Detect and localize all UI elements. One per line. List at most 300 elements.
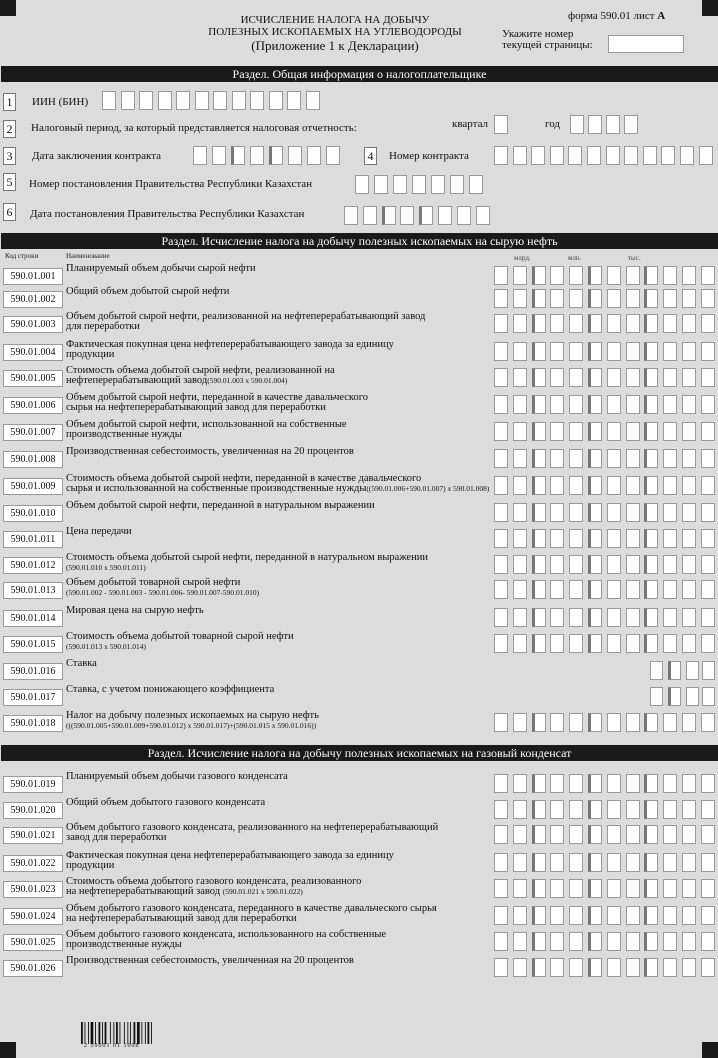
amount-digit-box[interactable]	[607, 449, 621, 468]
amount-digit-box[interactable]	[607, 368, 621, 387]
amount-digit-box[interactable]	[494, 879, 508, 898]
amount-digit-box[interactable]	[550, 289, 564, 308]
amount-digit-box[interactable]	[569, 314, 583, 333]
amount-digit-box[interactable]	[626, 342, 640, 361]
amount-digit-box[interactable]	[569, 395, 583, 414]
resolution-date-box[interactable]	[344, 206, 358, 225]
amount-digit-box[interactable]	[663, 476, 677, 495]
amount-digit-box[interactable]	[588, 906, 602, 925]
amount-digit-box[interactable]	[701, 800, 715, 819]
amount-digit-box[interactable]	[626, 825, 640, 844]
amount-digit-box[interactable]	[494, 932, 508, 951]
amount-digit-box[interactable]	[494, 713, 508, 732]
amount-digit-box[interactable]	[607, 289, 621, 308]
amount-digit-box[interactable]	[588, 555, 602, 574]
amount-digit-box[interactable]	[588, 774, 602, 793]
amount-digit-box[interactable]	[682, 289, 696, 308]
amount-digit-box[interactable]	[701, 449, 715, 468]
amount-digit-box[interactable]	[532, 713, 546, 732]
amount-digit-box[interactable]	[607, 266, 621, 285]
amount-digit-box[interactable]	[626, 713, 640, 732]
iin-digit-box[interactable]	[250, 91, 264, 110]
amount-digit-box[interactable]	[663, 529, 677, 548]
amount-digit-box[interactable]	[532, 476, 546, 495]
amount-digit-box[interactable]	[550, 449, 564, 468]
amount-digit-box[interactable]	[513, 368, 527, 387]
amount-digit-box[interactable]	[626, 289, 640, 308]
amount-digit-box[interactable]	[663, 314, 677, 333]
amount-digit-box[interactable]	[532, 503, 546, 522]
amount-digit-box[interactable]	[644, 580, 658, 599]
amount-digit-box[interactable]	[701, 314, 715, 333]
iin-digit-box[interactable]	[213, 91, 227, 110]
amount-digit-box[interactable]	[682, 342, 696, 361]
amount-digit-box[interactable]	[626, 774, 640, 793]
amount-digit-box[interactable]	[569, 555, 583, 574]
amount-digit-box[interactable]	[569, 906, 583, 925]
amount-digit-box[interactable]	[663, 906, 677, 925]
amount-digit-box[interactable]	[550, 608, 564, 627]
amount-digit-box[interactable]	[588, 580, 602, 599]
amount-digit-box[interactable]	[663, 368, 677, 387]
amount-digit-box[interactable]	[663, 289, 677, 308]
amount-digit-box[interactable]	[588, 395, 602, 414]
amount-digit-box[interactable]	[607, 958, 621, 977]
rate-digit-box[interactable]	[686, 687, 699, 706]
amount-digit-box[interactable]	[644, 932, 658, 951]
contract-number-box[interactable]	[624, 146, 638, 165]
amount-digit-box[interactable]	[701, 580, 715, 599]
amount-digit-box[interactable]	[701, 266, 715, 285]
amount-digit-box[interactable]	[494, 800, 508, 819]
amount-digit-box[interactable]	[588, 368, 602, 387]
amount-digit-box[interactable]	[532, 266, 546, 285]
amount-digit-box[interactable]	[513, 422, 527, 441]
amount-digit-box[interactable]	[550, 853, 564, 872]
amount-digit-box[interactable]	[550, 879, 564, 898]
amount-digit-box[interactable]	[588, 634, 602, 653]
amount-digit-box[interactable]	[644, 825, 658, 844]
amount-digit-box[interactable]	[532, 958, 546, 977]
iin-digit-box[interactable]	[195, 91, 209, 110]
amount-digit-box[interactable]	[550, 395, 564, 414]
year-digit-box[interactable]	[624, 115, 638, 134]
contract-date-box[interactable]	[193, 146, 207, 165]
amount-digit-box[interactable]	[701, 503, 715, 522]
amount-digit-box[interactable]	[701, 555, 715, 574]
amount-digit-box[interactable]	[569, 266, 583, 285]
amount-digit-box[interactable]	[701, 853, 715, 872]
amount-digit-box[interactable]	[532, 853, 546, 872]
amount-digit-box[interactable]	[588, 503, 602, 522]
amount-digit-box[interactable]	[494, 853, 508, 872]
amount-digit-box[interactable]	[626, 634, 640, 653]
amount-digit-box[interactable]	[513, 529, 527, 548]
amount-digit-box[interactable]	[569, 529, 583, 548]
amount-digit-box[interactable]	[644, 476, 658, 495]
amount-digit-box[interactable]	[588, 529, 602, 548]
amount-digit-box[interactable]	[569, 958, 583, 977]
amount-digit-box[interactable]	[513, 580, 527, 599]
amount-digit-box[interactable]	[550, 476, 564, 495]
amount-digit-box[interactable]	[550, 555, 564, 574]
amount-digit-box[interactable]	[494, 958, 508, 977]
amount-digit-box[interactable]	[682, 422, 696, 441]
amount-digit-box[interactable]	[607, 853, 621, 872]
amount-digit-box[interactable]	[607, 825, 621, 844]
amount-digit-box[interactable]	[494, 825, 508, 844]
contract-number-box[interactable]	[494, 146, 508, 165]
amount-digit-box[interactable]	[701, 476, 715, 495]
iin-digit-box[interactable]	[158, 91, 172, 110]
amount-digit-box[interactable]	[532, 555, 546, 574]
amount-digit-box[interactable]	[532, 800, 546, 819]
amount-digit-box[interactable]	[682, 879, 696, 898]
amount-digit-box[interactable]	[626, 932, 640, 951]
amount-digit-box[interactable]	[607, 342, 621, 361]
contract-date-box[interactable]	[231, 146, 245, 165]
amount-digit-box[interactable]	[588, 853, 602, 872]
amount-digit-box[interactable]	[663, 634, 677, 653]
resolution-number-box[interactable]	[393, 175, 407, 194]
amount-digit-box[interactable]	[682, 634, 696, 653]
amount-digit-box[interactable]	[607, 879, 621, 898]
amount-digit-box[interactable]	[532, 314, 546, 333]
amount-digit-box[interactable]	[701, 879, 715, 898]
amount-digit-box[interactable]	[569, 503, 583, 522]
contract-number-box[interactable]	[680, 146, 694, 165]
iin-digit-box[interactable]	[232, 91, 246, 110]
amount-digit-box[interactable]	[588, 314, 602, 333]
amount-digit-box[interactable]	[644, 395, 658, 414]
amount-digit-box[interactable]	[626, 853, 640, 872]
amount-digit-box[interactable]	[588, 825, 602, 844]
amount-digit-box[interactable]	[682, 395, 696, 414]
amount-digit-box[interactable]	[569, 476, 583, 495]
amount-digit-box[interactable]	[626, 314, 640, 333]
amount-digit-box[interactable]	[532, 932, 546, 951]
amount-digit-box[interactable]	[513, 503, 527, 522]
amount-digit-box[interactable]	[588, 289, 602, 308]
amount-digit-box[interactable]	[588, 958, 602, 977]
amount-digit-box[interactable]	[663, 422, 677, 441]
iin-digit-box[interactable]	[269, 91, 283, 110]
resolution-number-box[interactable]	[412, 175, 426, 194]
amount-digit-box[interactable]	[682, 476, 696, 495]
amount-digit-box[interactable]	[494, 368, 508, 387]
amount-digit-box[interactable]	[644, 853, 658, 872]
amount-digit-box[interactable]	[513, 342, 527, 361]
resolution-date-box[interactable]	[400, 206, 414, 225]
amount-digit-box[interactable]	[663, 266, 677, 285]
amount-digit-box[interactable]	[532, 906, 546, 925]
amount-digit-box[interactable]	[513, 634, 527, 653]
amount-digit-box[interactable]	[550, 713, 564, 732]
resolution-number-box[interactable]	[355, 175, 369, 194]
amount-digit-box[interactable]	[569, 608, 583, 627]
amount-digit-box[interactable]	[513, 800, 527, 819]
amount-digit-box[interactable]	[494, 555, 508, 574]
amount-digit-box[interactable]	[701, 932, 715, 951]
amount-digit-box[interactable]	[626, 879, 640, 898]
amount-digit-box[interactable]	[626, 503, 640, 522]
amount-digit-box[interactable]	[701, 906, 715, 925]
amount-digit-box[interactable]	[682, 774, 696, 793]
amount-digit-box[interactable]	[607, 422, 621, 441]
amount-digit-box[interactable]	[569, 713, 583, 732]
amount-digit-box[interactable]	[494, 395, 508, 414]
amount-digit-box[interactable]	[663, 932, 677, 951]
amount-digit-box[interactable]	[569, 289, 583, 308]
amount-digit-box[interactable]	[588, 608, 602, 627]
resolution-number-box[interactable]	[374, 175, 388, 194]
amount-digit-box[interactable]	[701, 342, 715, 361]
amount-digit-box[interactable]	[569, 368, 583, 387]
amount-digit-box[interactable]	[532, 580, 546, 599]
amount-digit-box[interactable]	[494, 314, 508, 333]
amount-digit-box[interactable]	[550, 314, 564, 333]
amount-digit-box[interactable]	[550, 529, 564, 548]
amount-digit-box[interactable]	[550, 580, 564, 599]
contract-date-box[interactable]	[288, 146, 302, 165]
amount-digit-box[interactable]	[513, 879, 527, 898]
contract-number-box[interactable]	[513, 146, 527, 165]
amount-digit-box[interactable]	[532, 879, 546, 898]
amount-digit-box[interactable]	[626, 422, 640, 441]
amount-digit-box[interactable]	[663, 825, 677, 844]
amount-digit-box[interactable]	[663, 449, 677, 468]
iin-digit-box[interactable]	[121, 91, 135, 110]
amount-digit-box[interactable]	[532, 368, 546, 387]
contract-date-box[interactable]	[326, 146, 340, 165]
amount-digit-box[interactable]	[701, 958, 715, 977]
amount-digit-box[interactable]	[701, 634, 715, 653]
quarter-box[interactable]	[494, 115, 508, 134]
amount-digit-box[interactable]	[569, 449, 583, 468]
amount-digit-box[interactable]	[569, 825, 583, 844]
amount-digit-box[interactable]	[513, 932, 527, 951]
amount-digit-box[interactable]	[644, 342, 658, 361]
amount-digit-box[interactable]	[607, 529, 621, 548]
amount-digit-box[interactable]	[532, 608, 546, 627]
amount-digit-box[interactable]	[494, 476, 508, 495]
amount-digit-box[interactable]	[644, 774, 658, 793]
amount-digit-box[interactable]	[607, 555, 621, 574]
amount-digit-box[interactable]	[701, 529, 715, 548]
amount-digit-box[interactable]	[626, 266, 640, 285]
amount-digit-box[interactable]	[682, 529, 696, 548]
amount-digit-box[interactable]	[494, 342, 508, 361]
amount-digit-box[interactable]	[607, 580, 621, 599]
amount-digit-box[interactable]	[550, 774, 564, 793]
contract-date-box[interactable]	[269, 146, 283, 165]
amount-digit-box[interactable]	[682, 608, 696, 627]
amount-digit-box[interactable]	[588, 422, 602, 441]
amount-digit-box[interactable]	[644, 800, 658, 819]
amount-digit-box[interactable]	[607, 503, 621, 522]
amount-digit-box[interactable]	[550, 422, 564, 441]
amount-digit-box[interactable]	[550, 825, 564, 844]
amount-digit-box[interactable]	[644, 634, 658, 653]
iin-digit-box[interactable]	[287, 91, 301, 110]
amount-digit-box[interactable]	[513, 608, 527, 627]
amount-digit-box[interactable]	[663, 713, 677, 732]
amount-digit-box[interactable]	[532, 342, 546, 361]
amount-digit-box[interactable]	[626, 368, 640, 387]
rate-digit-box[interactable]	[702, 661, 715, 680]
amount-digit-box[interactable]	[682, 906, 696, 925]
amount-digit-box[interactable]	[663, 879, 677, 898]
amount-digit-box[interactable]	[644, 713, 658, 732]
amount-digit-box[interactable]	[663, 555, 677, 574]
amount-digit-box[interactable]	[644, 449, 658, 468]
amount-digit-box[interactable]	[701, 774, 715, 793]
amount-digit-box[interactable]	[513, 906, 527, 925]
amount-digit-box[interactable]	[588, 266, 602, 285]
contract-number-box[interactable]	[531, 146, 545, 165]
amount-digit-box[interactable]	[663, 800, 677, 819]
resolution-date-box[interactable]	[457, 206, 471, 225]
amount-digit-box[interactable]	[644, 529, 658, 548]
amount-digit-box[interactable]	[701, 608, 715, 627]
resolution-number-box[interactable]	[431, 175, 445, 194]
resolution-date-box[interactable]	[438, 206, 452, 225]
amount-digit-box[interactable]	[494, 608, 508, 627]
contract-number-box[interactable]	[661, 146, 675, 165]
amount-digit-box[interactable]	[626, 395, 640, 414]
iin-digit-box[interactable]	[102, 91, 116, 110]
amount-digit-box[interactable]	[626, 608, 640, 627]
resolution-date-box[interactable]	[363, 206, 377, 225]
amount-digit-box[interactable]	[588, 476, 602, 495]
amount-digit-box[interactable]	[701, 713, 715, 732]
amount-digit-box[interactable]	[588, 449, 602, 468]
amount-digit-box[interactable]	[550, 342, 564, 361]
amount-digit-box[interactable]	[569, 879, 583, 898]
amount-digit-box[interactable]	[607, 608, 621, 627]
rate-digit-box[interactable]	[686, 661, 699, 680]
amount-digit-box[interactable]	[682, 800, 696, 819]
amount-digit-box[interactable]	[513, 774, 527, 793]
amount-digit-box[interactable]	[513, 395, 527, 414]
amount-digit-box[interactable]	[682, 555, 696, 574]
amount-digit-box[interactable]	[569, 800, 583, 819]
amount-digit-box[interactable]	[607, 774, 621, 793]
amount-digit-box[interactable]	[626, 580, 640, 599]
amount-digit-box[interactable]	[644, 555, 658, 574]
amount-digit-box[interactable]	[532, 774, 546, 793]
iin-digit-box[interactable]	[139, 91, 153, 110]
amount-digit-box[interactable]	[532, 289, 546, 308]
amount-digit-box[interactable]	[682, 932, 696, 951]
amount-digit-box[interactable]	[644, 503, 658, 522]
amount-digit-box[interactable]	[626, 906, 640, 925]
amount-digit-box[interactable]	[569, 932, 583, 951]
amount-digit-box[interactable]	[701, 825, 715, 844]
amount-digit-box[interactable]	[513, 289, 527, 308]
amount-digit-box[interactable]	[513, 555, 527, 574]
amount-digit-box[interactable]	[682, 713, 696, 732]
amount-digit-box[interactable]	[569, 342, 583, 361]
amount-digit-box[interactable]	[607, 713, 621, 732]
amount-digit-box[interactable]	[663, 395, 677, 414]
resolution-date-box[interactable]	[419, 206, 433, 225]
amount-digit-box[interactable]	[532, 529, 546, 548]
contract-date-box[interactable]	[307, 146, 321, 165]
amount-digit-box[interactable]	[494, 529, 508, 548]
amount-digit-box[interactable]	[607, 906, 621, 925]
amount-digit-box[interactable]	[607, 314, 621, 333]
contract-number-box[interactable]	[568, 146, 582, 165]
amount-digit-box[interactable]	[494, 774, 508, 793]
rate-digit-box[interactable]	[668, 687, 681, 706]
amount-digit-box[interactable]	[494, 266, 508, 285]
amount-digit-box[interactable]	[644, 314, 658, 333]
contract-date-box[interactable]	[212, 146, 226, 165]
contract-number-box[interactable]	[587, 146, 601, 165]
contract-date-box[interactable]	[250, 146, 264, 165]
year-digit-box[interactable]	[606, 115, 620, 134]
amount-digit-box[interactable]	[682, 958, 696, 977]
resolution-date-box[interactable]	[476, 206, 490, 225]
amount-digit-box[interactable]	[682, 368, 696, 387]
amount-digit-box[interactable]	[513, 314, 527, 333]
amount-digit-box[interactable]	[550, 932, 564, 951]
contract-number-box[interactable]	[550, 146, 564, 165]
amount-digit-box[interactable]	[682, 314, 696, 333]
amount-digit-box[interactable]	[494, 580, 508, 599]
year-digit-box[interactable]	[588, 115, 602, 134]
amount-digit-box[interactable]	[513, 853, 527, 872]
amount-digit-box[interactable]	[682, 580, 696, 599]
amount-digit-box[interactable]	[607, 476, 621, 495]
amount-digit-box[interactable]	[644, 289, 658, 308]
amount-digit-box[interactable]	[607, 800, 621, 819]
amount-digit-box[interactable]	[644, 368, 658, 387]
amount-digit-box[interactable]	[588, 342, 602, 361]
amount-digit-box[interactable]	[701, 289, 715, 308]
amount-digit-box[interactable]	[626, 555, 640, 574]
amount-digit-box[interactable]	[513, 958, 527, 977]
amount-digit-box[interactable]	[626, 529, 640, 548]
amount-digit-box[interactable]	[550, 368, 564, 387]
amount-digit-box[interactable]	[644, 906, 658, 925]
amount-digit-box[interactable]	[644, 608, 658, 627]
amount-digit-box[interactable]	[663, 958, 677, 977]
rate-digit-box[interactable]	[668, 661, 681, 680]
amount-digit-box[interactable]	[626, 800, 640, 819]
amount-digit-box[interactable]	[550, 800, 564, 819]
amount-digit-box[interactable]	[550, 503, 564, 522]
amount-digit-box[interactable]	[701, 368, 715, 387]
amount-digit-box[interactable]	[644, 958, 658, 977]
amount-digit-box[interactable]	[494, 289, 508, 308]
amount-digit-box[interactable]	[663, 580, 677, 599]
amount-digit-box[interactable]	[494, 906, 508, 925]
resolution-number-box[interactable]	[469, 175, 483, 194]
amount-digit-box[interactable]	[569, 853, 583, 872]
amount-digit-box[interactable]	[626, 449, 640, 468]
amount-digit-box[interactable]	[494, 449, 508, 468]
amount-digit-box[interactable]	[588, 879, 602, 898]
amount-digit-box[interactable]	[682, 853, 696, 872]
amount-digit-box[interactable]	[701, 395, 715, 414]
amount-digit-box[interactable]	[663, 608, 677, 627]
amount-digit-box[interactable]	[663, 774, 677, 793]
page-number-input[interactable]	[608, 35, 684, 53]
amount-digit-box[interactable]	[682, 449, 696, 468]
amount-digit-box[interactable]	[513, 476, 527, 495]
